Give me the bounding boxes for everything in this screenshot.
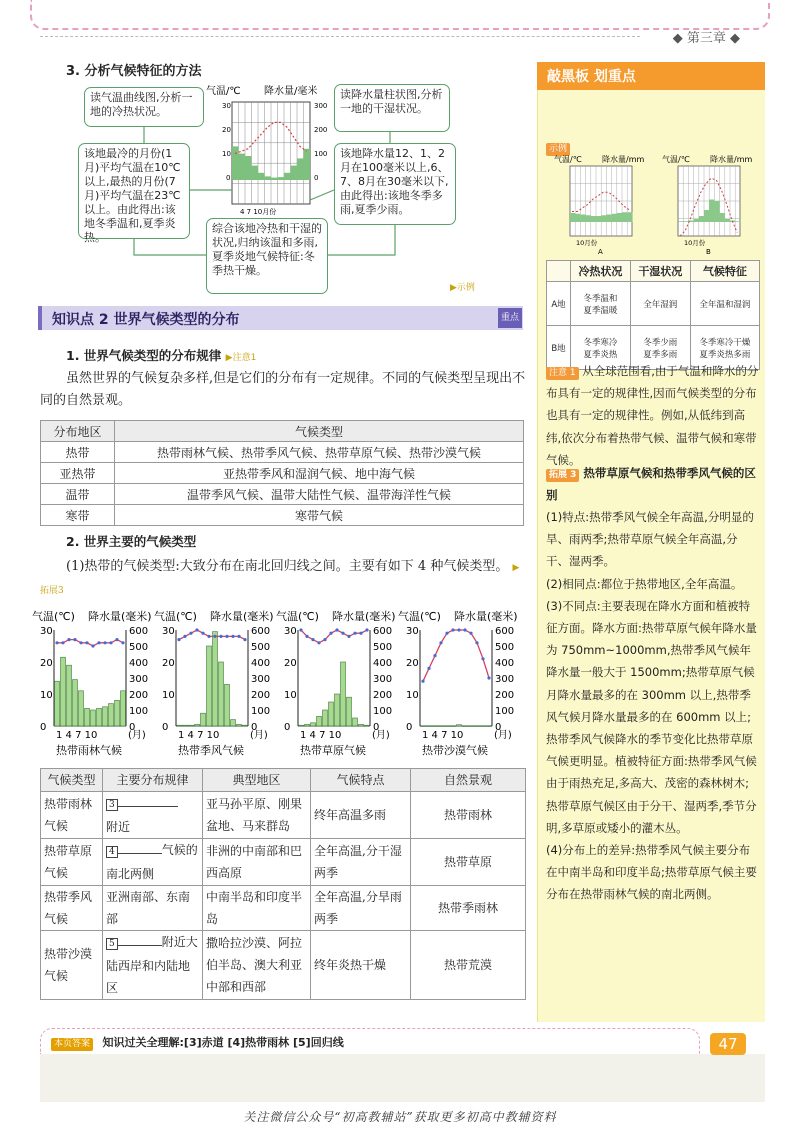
temp-point [305, 635, 308, 638]
temp-point [195, 628, 198, 631]
precip-bar [365, 725, 370, 726]
temp-point [231, 635, 234, 638]
temp-point [341, 632, 344, 635]
chart-name: 热带雨林气候 [56, 744, 122, 757]
x-tick-labels: 1 4 7 10 [422, 730, 464, 741]
x-tick-labels: 1 4 7 10 [300, 730, 342, 741]
table-row: 热带季风气候 亚洲南部、东南部 中南半岛和印度半岛 全年高温,分旱雨两季 热带季雨林 [41, 886, 526, 931]
temp-point [317, 641, 320, 644]
temp-line [301, 630, 367, 643]
temp-point [177, 638, 180, 641]
temp-point [475, 641, 478, 644]
temp-point [427, 667, 430, 670]
temp-point [299, 628, 302, 631]
precip-bar [341, 662, 346, 726]
tick-label: 200 [251, 690, 271, 701]
temp-point [353, 632, 356, 635]
precip-bar [243, 725, 248, 726]
answer-bar: 本页答案 知识过关全理解:[3]赤道 [4]热带雨林 [5]回归线 [40, 1028, 700, 1054]
precip-bar [305, 724, 310, 726]
tick-label: 30 [162, 626, 175, 637]
temp-point [365, 628, 368, 631]
tick-label: 100 [373, 706, 393, 717]
precip-bar [335, 694, 340, 726]
tick-label: 400 [251, 658, 271, 669]
svg-text:10月份: 10月份 [576, 239, 598, 247]
tick-label: 600 [129, 626, 149, 637]
table-row: 热带 热带雨林气候、热带季风气候、热带草原气候、热带沙漠气候 [41, 442, 524, 463]
precip-bar [213, 632, 218, 726]
tick-label: 500 [373, 642, 393, 653]
temp-point [237, 635, 240, 638]
sidebar-note1: 注意 1 从全球范围看,由于气温和降水的分布具有一定的规律性,因而气候类型的分布也具有一定的规律性。例如,从低纬到高纬,依次分布着热带气候、温带气候和寒带气候。 [546, 364, 759, 467]
tick-label: 500 [129, 642, 149, 653]
temp-point [121, 641, 124, 644]
precip-bar [359, 724, 364, 726]
temp-line [57, 640, 123, 646]
precip-bar [115, 700, 120, 726]
chart-name: 热带季风气候 [178, 744, 244, 757]
temp-point [481, 657, 484, 660]
tick-label: 600 [251, 626, 271, 637]
precip-bar [121, 691, 126, 726]
kp2-para2: (1)热带的气候类型:大致分布在南北回归线之间。主要有如下 4 种气候类型。 ▶拓展3 [40, 559, 520, 596]
temp-line [423, 630, 489, 681]
temp-point [335, 628, 338, 631]
temp-point [67, 638, 70, 641]
precip-bar [487, 726, 492, 727]
temp-point [433, 654, 436, 657]
svg-text:气温/℃: 气温/℃ [662, 155, 690, 164]
svg-text:30: 30 [222, 102, 231, 110]
temp-point [323, 638, 326, 641]
kp2-sub2: 2. 世界主要的气候类型 [66, 534, 197, 549]
precip-bar [457, 725, 462, 726]
tick-label: 500 [495, 642, 515, 653]
tick-label: 0 [495, 722, 502, 733]
precip-bar [329, 702, 334, 726]
svg-text:100: 100 [314, 150, 328, 158]
x-unit: (月) [494, 730, 512, 741]
tick-label: 30 [40, 626, 53, 637]
kp2-para1: 虽然世界的气候复杂多样,但是它们的分布有一定规律。不同的气候类型呈现出不同的自然景观。 [40, 371, 526, 408]
precip-bar [421, 726, 426, 727]
table-row: 温带 温带季风气候、温带大陆性气候、温带海洋性气候 [41, 484, 524, 505]
chart-precip-axis-label: 降水量(毫米) [454, 610, 518, 623]
chart-temp-axis-label: 气温(℃) [154, 610, 197, 623]
precip-bar [85, 708, 90, 726]
x-unit: (月) [128, 730, 146, 741]
svg-text:200: 200 [314, 126, 328, 134]
table-row: B地 冬季寒冷 夏季炎热 冬季少雨 夏季多雨 冬季寒冷干燥 夏季炎热多雨 [547, 326, 760, 370]
climate-chart [398, 609, 518, 757]
page-number: 47 [710, 1033, 746, 1055]
tick-label: 100 [129, 706, 149, 717]
tick-label: 0 [284, 722, 291, 733]
climate-charts [30, 606, 530, 764]
svg-text:降水量/mm: 降水量/mm [602, 155, 645, 164]
precip-bar [225, 684, 230, 726]
table-row: 亚热带 亚热带季风和湿润气候、地中海气候 [41, 463, 524, 484]
svg-text:0: 0 [226, 174, 231, 182]
temp-point [213, 635, 216, 638]
svg-text:10月份: 10月份 [684, 239, 706, 247]
tick-label: 400 [495, 658, 515, 669]
precip-bar [61, 657, 66, 726]
temp-point [487, 676, 490, 679]
tick-label: 20 [162, 658, 175, 669]
precip-bar [91, 710, 96, 726]
tick-label: 300 [129, 674, 149, 685]
chart-precip-axis-label: 降水量(毫米) [332, 610, 396, 623]
method-example-tag: ▶示例 [450, 283, 475, 293]
temp-point [79, 641, 82, 644]
svg-text:4 7 10月份: 4 7 10月份 [240, 208, 277, 216]
table-row: 热带沙漠气候 5 附近大陆西岸和内陆地区 撒哈拉沙漠、阿拉伯半岛、澳大利亚中部和西部 终年炎热干燥 热带荒漠 [41, 931, 526, 1000]
tick-label: 500 [251, 642, 271, 653]
temp-point [469, 632, 472, 635]
temp-point [347, 635, 350, 638]
precip-bar [195, 724, 200, 726]
precip-bar [79, 691, 84, 726]
table-row: 热带雨林气候 3 附近 亚马孙平原、刚果盆地、马来群岛 终年高温多雨 热带雨林 [41, 792, 526, 839]
tick-label: 20 [284, 658, 297, 669]
tick-label: 200 [373, 690, 393, 701]
climate-chart [276, 609, 396, 757]
precip-bar [347, 697, 352, 726]
tick-label: 0 [406, 722, 413, 733]
table-row: 热带草原气候 4 气候的南北两侧 非洲的中南部和巴西高原 全年高温,分干湿两季 热带草原 [41, 839, 526, 886]
climate-chart [32, 609, 152, 757]
tick-label: 0 [251, 722, 258, 733]
svg-text:300: 300 [314, 102, 328, 110]
precip-bar [299, 725, 304, 726]
temp-point [463, 628, 466, 631]
tick-label: 300 [495, 674, 515, 685]
svg-text:降水量/mm: 降水量/mm [710, 155, 753, 164]
box-precip-read: 读降水量柱状图,分析一地的干湿状况。 [334, 84, 450, 132]
chart-name: 热带沙漠气候 [422, 744, 488, 757]
chart-precip-axis-label: 降水量(毫米) [210, 610, 274, 623]
footer-background [40, 1054, 765, 1102]
temp-point [85, 641, 88, 644]
precip-bar [237, 724, 242, 726]
sidebar-ext3-body: (1)特点:热带季风气候全年高温,分明显的旱、雨两季;热带草原气候全年高温,分干、湿两季。 (2)相同点:都位于热带地区,全年高温。 (3)不同点:主要表现在降水方面和植被特征方面。降水方面:热带草原气候年降水量为 750mm~1000mm,热带季风气候年降水量一般大于 1500mm;热带草原气候月降水量最多的在 300mm 以上,热带季风气候月降水量最多的在 600mm 以上;热带季风气候降水的季节变化比热带草原气候更明显。植被特征方面:热带季风气候由于雨热充足,多高大、茂密的森林树木;热带草原气候区由于分干、湿两季,季节分明,多草原或矮小的灌木丛。 (4)分布上的差异:热带季风气候主要分布在中南半岛和印度半岛;热带草原气候主要分布在热带雨林气候的南北两侧。 [546, 510, 757, 902]
precip-bar [55, 681, 60, 726]
climate-table: 气候类型 主要分布规律 典型地区 气候特点 自然景观 热带雨林气候 3 附近 亚马孙平原、刚果盆地、马来群岛 终年高温多雨 热带雨林 热带草原气候 4 气候的南北两侧 非洲的中南部和巴西高原 全年高温,分干湿两季 热带草原 热带季风气候 亚洲南部、东南部 中南半岛和印度半岛 全年高温,分旱雨两季 热带季雨林 热带沙漠气候 5 附近大陆西岸和内陆地区 撒哈拉沙漠、阿拉伯半岛、澳大利亚中部和西部 终年炎热干燥 热带荒漠 [40, 768, 526, 1000]
x-tick-labels: 1 4 7 10 [178, 730, 220, 741]
kp2-title: 知识点 2 世界气候类型的分布 [38, 306, 523, 330]
precip-bar [445, 726, 450, 727]
temp-point [225, 635, 228, 638]
precip-bar [177, 725, 182, 726]
temp-point [109, 641, 112, 644]
precip-bar [427, 726, 432, 727]
precip-bar [231, 720, 236, 726]
tick-label: 10 [406, 690, 419, 701]
sidebar-title: 敲黑板 划重点 [537, 62, 765, 90]
precip-bar [201, 713, 206, 726]
precip-bar [311, 723, 316, 726]
chapter-label: ◆ 第三章 ◆ [672, 31, 740, 46]
temp-point [439, 641, 442, 644]
svg-text:0: 0 [314, 174, 319, 182]
temp-point [329, 632, 332, 635]
chart-temp-axis-label: 气温(℃) [398, 610, 441, 623]
temp-point [359, 632, 362, 635]
method-title: 3. 分析气候特征的方法 [66, 64, 202, 79]
tick-label: 10 [162, 690, 175, 701]
svg-text:20: 20 [222, 126, 231, 134]
precip-bar [463, 726, 468, 727]
precip-bar [481, 726, 486, 727]
tick-label: 400 [373, 658, 393, 669]
tick-label: 10 [284, 690, 297, 701]
precip-bar [433, 726, 438, 727]
temp-point [97, 641, 100, 644]
chart-temp-axis-label: 气温(℃) [276, 610, 319, 623]
kp2-sub1: 1. 世界气候类型的分布规律 ▶注意1 [66, 348, 257, 363]
temp-point [421, 680, 424, 683]
temp-point [73, 638, 76, 641]
tick-label: 30 [284, 626, 297, 637]
precip-bar [439, 726, 444, 727]
chart-temp-axis-label: 气温(℃) [32, 610, 75, 623]
precip-bar [183, 725, 188, 726]
tick-label: 0 [40, 722, 47, 733]
box-summary: 综合该地冷热和干湿的状况,归纳该温和多雨,夏季炎地气候特征:冬季热干燥。 [206, 218, 328, 294]
precip-bar [475, 726, 480, 727]
method-precip-label: 降水量/毫米 [264, 86, 318, 97]
footer-note: 关注微信公众号“初高教辅站”获取更多初高中教辅资料 [243, 1110, 557, 1124]
temp-point [189, 632, 192, 635]
temp-point [311, 638, 314, 641]
precip-bar [189, 725, 194, 726]
precip-bar [73, 680, 78, 726]
precip-bar [317, 716, 322, 726]
svg-text:A: A [598, 248, 603, 256]
box-precip-detail: 该地降水量12、1、2月在100毫米以上,6、7、8月在30毫米以下,由此得出:该地冬季多雨,夏季少雨。 [334, 143, 456, 225]
tick-label: 200 [495, 690, 515, 701]
temp-point [219, 635, 222, 638]
distribution-table: 分布地区 气候类型 热带 热带雨林气候、热带季风气候、热带草原气候、热带沙漠气候 亚热带 亚热带季风和湿润气候、地中海气候 温带 温带季风气候、温带大陆性气候、温带海洋性气候 寒带 寒带气候 [40, 420, 524, 526]
precip-bar [109, 704, 114, 726]
tick-label: 300 [373, 674, 393, 685]
x-unit: (月) [250, 730, 268, 741]
x-unit: (月) [372, 730, 390, 741]
tick-label: 100 [251, 706, 271, 717]
tick-label: 0 [129, 722, 136, 733]
tick-label: 600 [495, 626, 515, 637]
temp-point [115, 638, 118, 641]
sidebar-table: 冷热状况 干湿状况 气候特征 A地 冬季温和 夏季温暖 全年湿润 全年温和湿润 B地 冬季寒冷 夏季炎热 冬季少雨 夏季多雨 冬季寒冷干燥 夏季炎热多雨 [546, 260, 760, 370]
tick-label: 20 [40, 658, 53, 669]
precip-bar [97, 708, 102, 726]
tick-label: 200 [129, 690, 149, 701]
temp-point [457, 628, 460, 631]
tick-label: 0 [373, 722, 380, 733]
chart-precip-axis-label: 降水量(毫米) [88, 610, 152, 623]
precip-bar [451, 726, 456, 727]
x-tick-labels: 1 4 7 10 [56, 730, 98, 741]
tick-label: 400 [129, 658, 149, 669]
sidebar-charts [540, 152, 766, 256]
precip-bar [353, 718, 358, 726]
sidebar-example-tag: 示例 [546, 136, 570, 156]
svg-text:10: 10 [222, 150, 231, 158]
temp-point [183, 635, 186, 638]
precip-bar [207, 646, 212, 726]
box-temp-read: 读气温曲线图,分析一地的冷热状况。 [84, 87, 204, 127]
temp-point [445, 632, 448, 635]
temp-point [451, 628, 454, 631]
temp-point [91, 644, 94, 647]
tick-label: 600 [373, 626, 393, 637]
precip-bar [103, 707, 108, 726]
temp-point [243, 638, 246, 641]
table-row: 寒带 寒带气候 [41, 505, 524, 526]
precip-bar [67, 665, 72, 726]
tick-label: 0 [162, 722, 169, 733]
tick-label: 300 [251, 674, 271, 685]
climate-chart [154, 609, 274, 757]
tick-label: 20 [406, 658, 419, 669]
svg-text:B: B [706, 248, 711, 256]
temp-point [55, 641, 58, 644]
precip-bar [219, 662, 224, 726]
tick-label: 10 [40, 690, 53, 701]
box-temp-detail: 该地最冷的月份(1月)平均气温在10℃以上,最热的月份(7月)平均气温在23℃以上。由此得出:该地冬季温和,夏季炎热。 [78, 143, 190, 239]
tick-label: 100 [495, 706, 515, 717]
temp-line [179, 630, 245, 640]
chart-name: 热带草原气候 [300, 744, 366, 757]
precip-bar [469, 726, 474, 727]
temp-point [201, 632, 204, 635]
temp-point [103, 641, 106, 644]
temp-point [207, 635, 210, 638]
temp-point [61, 641, 64, 644]
precip-bar [323, 710, 328, 726]
sidebar-ext3-title: 拓展 3 热带草原气候和热带季风气候的区别 [546, 466, 756, 503]
tick-label: 30 [406, 626, 419, 637]
svg-text:气温/℃: 气温/℃ [554, 155, 582, 164]
method-temp-label: 气温/℃ [206, 86, 241, 97]
kp2-badge: 重点 [498, 308, 522, 328]
table-row: A地 冬季温和 夏季温暖 全年湿润 全年温和湿润 [547, 282, 760, 326]
